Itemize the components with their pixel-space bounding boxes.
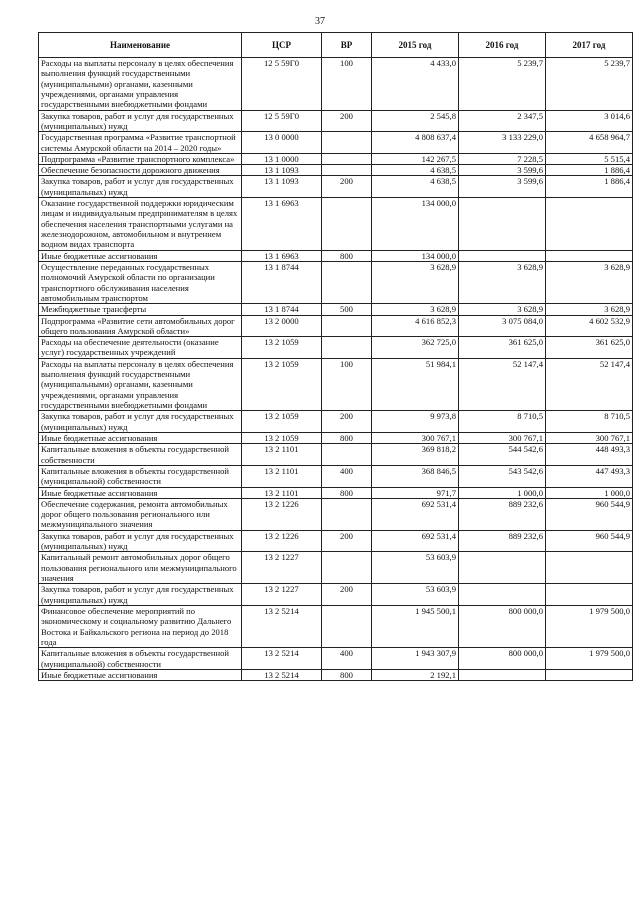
cell-y2017 — [546, 669, 633, 680]
cell-y2016: 3 133 229,0 — [459, 132, 546, 154]
cell-csr: 13 2 1059 — [242, 432, 322, 443]
cell-csr: 13 2 1227 — [242, 584, 322, 606]
cell-name: Закупка товаров, работ и услуг для государственных (муниципальных) нужд — [39, 530, 242, 552]
cell-y2017: 1 000,0 — [546, 487, 633, 498]
table-row — [39, 584, 633, 606]
cell-name: Расходы на выплаты персоналу в целях обеспечения выполнения функций государственными (муниципальными) органами, казенными учреждениями, органами управления государственными внебюджетными фондами — [39, 358, 242, 411]
cell-y2017: 5 239,7 — [546, 58, 633, 111]
cell-csr: 12 5 59Г0 — [242, 110, 322, 132]
cell-vr: 500 — [322, 304, 372, 315]
cell-y2016 — [459, 250, 546, 261]
cell-y2017: 52 147,4 — [546, 358, 633, 411]
cell-csr: 13 2 1059 — [242, 337, 322, 359]
cell-csr: 13 0 0000 — [242, 132, 322, 154]
cell-name: Иные бюджетные ассигнования — [39, 669, 242, 680]
cell-vr: 400 — [322, 648, 372, 670]
cell-name: Капитальные вложения в объекты государственной (муниципальной) собственности — [39, 465, 242, 487]
cell-y2015: 4 638,5 — [372, 176, 459, 198]
cell-vr: 200 — [322, 584, 372, 606]
cell-y2015: 971,7 — [372, 487, 459, 498]
cell-name: Обеспечение безопасности дорожного движения — [39, 165, 242, 176]
cell-y2016: 2 347,5 — [459, 110, 546, 132]
table-body — [39, 58, 633, 681]
cell-vr — [322, 498, 372, 530]
table-row — [39, 304, 633, 315]
cell-y2015: 362 725,0 — [372, 337, 459, 359]
cell-y2017: 960 544,9 — [546, 530, 633, 552]
cell-y2017: 3 628,9 — [546, 261, 633, 303]
cell-name: Государственная программа «Развитие транспортной системы Амурской области на 2014 – 2020 годы» — [39, 132, 242, 154]
cell-csr: 13 2 1059 — [242, 411, 322, 433]
cell-csr: 13 2 1101 — [242, 487, 322, 498]
table-row — [39, 669, 633, 680]
cell-name: Капитальные вложения в объекты государственной (муниципальной) собственности — [39, 648, 242, 670]
cell-y2015: 9 973,8 — [372, 411, 459, 433]
header-2017: 2017 год — [546, 33, 633, 58]
cell-name: Иные бюджетные ассигнования — [39, 432, 242, 443]
table-row — [39, 198, 633, 251]
cell-name: Финансовое обеспечение мероприятий по экономическому и социальному развитию Дальнего Востока и Байкальского региона на период до 2018 года — [39, 605, 242, 647]
cell-y2016: 3 075 084,0 — [459, 315, 546, 337]
table-row — [39, 432, 633, 443]
cell-name: Закупка товаров, работ и услуг для государственных (муниципальных) нужд — [39, 110, 242, 132]
cell-y2016: 3 628,9 — [459, 304, 546, 315]
cell-y2016 — [459, 584, 546, 606]
cell-csr: 13 1 8744 — [242, 304, 322, 315]
cell-csr: 13 1 6963 — [242, 198, 322, 251]
cell-vr: 800 — [322, 250, 372, 261]
table-row — [39, 315, 633, 337]
table-row — [39, 261, 633, 303]
cell-vr: 100 — [322, 58, 372, 111]
cell-y2016: 3 599,6 — [459, 165, 546, 176]
cell-y2015: 692 531,4 — [372, 498, 459, 530]
cell-y2016: 543 542,6 — [459, 465, 546, 487]
cell-y2015: 142 267,5 — [372, 153, 459, 164]
cell-vr — [322, 552, 372, 584]
cell-y2015: 692 531,4 — [372, 530, 459, 552]
cell-name: Капитальные вложения в объекты государственной собственности — [39, 444, 242, 466]
header-vr: ВР — [322, 33, 372, 58]
cell-y2015: 369 818,2 — [372, 444, 459, 466]
cell-csr: 13 1 1093 — [242, 165, 322, 176]
cell-y2016: 3 599,6 — [459, 176, 546, 198]
cell-csr: 13 2 5214 — [242, 669, 322, 680]
cell-csr: 13 2 1101 — [242, 444, 322, 466]
cell-vr — [322, 261, 372, 303]
table-row — [39, 465, 633, 487]
cell-y2015: 134 000,0 — [372, 250, 459, 261]
cell-csr: 13 1 1093 — [242, 176, 322, 198]
table-row — [39, 648, 633, 670]
cell-vr: 200 — [322, 411, 372, 433]
cell-vr — [322, 315, 372, 337]
cell-y2017: 447 493,3 — [546, 465, 633, 487]
cell-vr: 400 — [322, 465, 372, 487]
cell-vr: 800 — [322, 432, 372, 443]
cell-y2017: 3 014,6 — [546, 110, 633, 132]
header-csr: ЦСР — [242, 33, 322, 58]
cell-y2017: 3 628,9 — [546, 304, 633, 315]
cell-name: Закупка товаров, работ и услуг для государственных (муниципальных) нужд — [39, 584, 242, 606]
cell-name: Закупка товаров, работ и услуг для государственных (муниципальных) нужд — [39, 176, 242, 198]
header-2016: 2016 год — [459, 33, 546, 58]
cell-y2017: 1 886,4 — [546, 176, 633, 198]
cell-csr: 13 1 0000 — [242, 153, 322, 164]
cell-y2016: 1 000,0 — [459, 487, 546, 498]
cell-name: Капитальный ремонт автомобильных дорог общего пользования регионального или межмуниципального значения — [39, 552, 242, 584]
cell-y2015: 3 628,9 — [372, 304, 459, 315]
table-row — [39, 176, 633, 198]
header-name: Наименование — [39, 33, 242, 58]
cell-y2016 — [459, 669, 546, 680]
cell-y2015: 4 808 637,4 — [372, 132, 459, 154]
cell-y2017: 361 625,0 — [546, 337, 633, 359]
cell-y2016: 800 000,0 — [459, 648, 546, 670]
cell-y2016: 889 232,6 — [459, 530, 546, 552]
table-row — [39, 530, 633, 552]
cell-y2015: 51 984,1 — [372, 358, 459, 411]
cell-csr: 13 2 5214 — [242, 648, 322, 670]
table-row — [39, 605, 633, 647]
cell-vr: 200 — [322, 530, 372, 552]
cell-y2016: 889 232,6 — [459, 498, 546, 530]
cell-name: Иные бюджетные ассигнования — [39, 487, 242, 498]
cell-y2017: 8 710,5 — [546, 411, 633, 433]
cell-vr: 200 — [322, 110, 372, 132]
table-row — [39, 110, 633, 132]
cell-vr — [322, 153, 372, 164]
cell-y2016: 3 628,9 — [459, 261, 546, 303]
cell-vr — [322, 444, 372, 466]
cell-y2016 — [459, 552, 546, 584]
cell-csr: 13 1 8744 — [242, 261, 322, 303]
cell-y2016: 800 000,0 — [459, 605, 546, 647]
table-row — [39, 411, 633, 433]
table-row — [39, 552, 633, 584]
cell-name: Межбюджетные трансферты — [39, 304, 242, 315]
cell-csr: 13 2 0000 — [242, 315, 322, 337]
cell-y2015: 2 545,8 — [372, 110, 459, 132]
cell-y2015: 4 616 852,3 — [372, 315, 459, 337]
table-row — [39, 165, 633, 176]
budget-table — [38, 32, 633, 681]
cell-y2017: 4 602 532,9 — [546, 315, 633, 337]
cell-csr: 13 2 1101 — [242, 465, 322, 487]
cell-y2015: 1 943 307,9 — [372, 648, 459, 670]
cell-y2017 — [546, 198, 633, 251]
cell-csr: 12 5 59Г0 — [242, 58, 322, 111]
cell-csr: 13 2 1227 — [242, 552, 322, 584]
cell-y2016: 544 542,6 — [459, 444, 546, 466]
cell-name: Подпрограмма «Развитие сети автомобильных дорог общего пользования Амурской области» — [39, 315, 242, 337]
cell-vr — [322, 165, 372, 176]
cell-csr: 13 2 1226 — [242, 530, 322, 552]
table-row — [39, 250, 633, 261]
cell-y2017: 5 515,4 — [546, 153, 633, 164]
cell-y2017: 960 544,9 — [546, 498, 633, 530]
table-row — [39, 337, 633, 359]
cell-y2015: 1 945 500,1 — [372, 605, 459, 647]
cell-y2015: 134 000,0 — [372, 198, 459, 251]
cell-vr — [322, 337, 372, 359]
cell-y2017: 1 979 500,0 — [546, 648, 633, 670]
table-header-row — [39, 33, 633, 58]
cell-name: Расходы на обеспечение деятельности (оказание услуг) государственных учреждений — [39, 337, 242, 359]
cell-name: Оказание государственной поддержки юридическим лицам и индивидуальным предпринимателям в целях обеспечения населения транспортными услугами на железнодорожном, автомобильном и внутреннем водном видах транспорта — [39, 198, 242, 251]
page-number: 37 — [315, 16, 325, 27]
table-row — [39, 153, 633, 164]
cell-y2016: 7 228,5 — [459, 153, 546, 164]
table-row — [39, 58, 633, 111]
cell-y2016: 8 710,5 — [459, 411, 546, 433]
cell-y2017: 448 493,3 — [546, 444, 633, 466]
cell-y2017 — [546, 552, 633, 584]
cell-y2015: 300 767,1 — [372, 432, 459, 443]
cell-y2015: 2 192,1 — [372, 669, 459, 680]
cell-y2016: 300 767,1 — [459, 432, 546, 443]
cell-vr: 100 — [322, 358, 372, 411]
cell-vr — [322, 198, 372, 251]
cell-y2017 — [546, 584, 633, 606]
cell-name: Осуществление переданных государственных полномочий Амурской области по организации транспортного обслуживания населения автомобильным транспортом — [39, 261, 242, 303]
cell-csr: 13 1 6963 — [242, 250, 322, 261]
cell-y2015: 4 638,5 — [372, 165, 459, 176]
cell-name: Закупка товаров, работ и услуг для государственных (муниципальных) нужд — [39, 411, 242, 433]
table-row — [39, 498, 633, 530]
cell-vr — [322, 132, 372, 154]
cell-csr: 13 2 1226 — [242, 498, 322, 530]
table-row — [39, 358, 633, 411]
cell-y2015: 53 603,9 — [372, 584, 459, 606]
cell-y2017: 300 767,1 — [546, 432, 633, 443]
cell-y2017: 1 886,4 — [546, 165, 633, 176]
cell-name: Расходы на выплаты персоналу в целях обеспечения выполнения функций государственными (муниципальными) органами, казенными учреждениями, органами управления государственными внебюджетными фондами — [39, 58, 242, 111]
cell-vr: 800 — [322, 487, 372, 498]
cell-vr: 200 — [322, 176, 372, 198]
cell-y2016: 5 239,7 — [459, 58, 546, 111]
cell-y2016: 361 625,0 — [459, 337, 546, 359]
cell-csr: 13 2 1059 — [242, 358, 322, 411]
cell-vr — [322, 605, 372, 647]
cell-name: Подпрограмма «Развитие транспортного комплекса» — [39, 153, 242, 164]
header-2015: 2015 год — [372, 33, 459, 58]
cell-y2016 — [459, 198, 546, 251]
cell-y2015: 368 846,5 — [372, 465, 459, 487]
cell-y2017: 1 979 500,0 — [546, 605, 633, 647]
cell-y2015: 3 628,9 — [372, 261, 459, 303]
table-row — [39, 132, 633, 154]
table-row — [39, 444, 633, 466]
table-row — [39, 487, 633, 498]
cell-csr: 13 2 5214 — [242, 605, 322, 647]
cell-y2015: 4 433,0 — [372, 58, 459, 111]
cell-y2015: 53 603,9 — [372, 552, 459, 584]
cell-name: Обеспечение содержания, ремонта автомобильных дорог общего пользования регионального или межмуниципального значения — [39, 498, 242, 530]
cell-vr: 800 — [322, 669, 372, 680]
cell-name: Иные бюджетные ассигнования — [39, 250, 242, 261]
cell-y2017 — [546, 250, 633, 261]
cell-y2016: 52 147,4 — [459, 358, 546, 411]
cell-y2017: 4 658 964,7 — [546, 132, 633, 154]
